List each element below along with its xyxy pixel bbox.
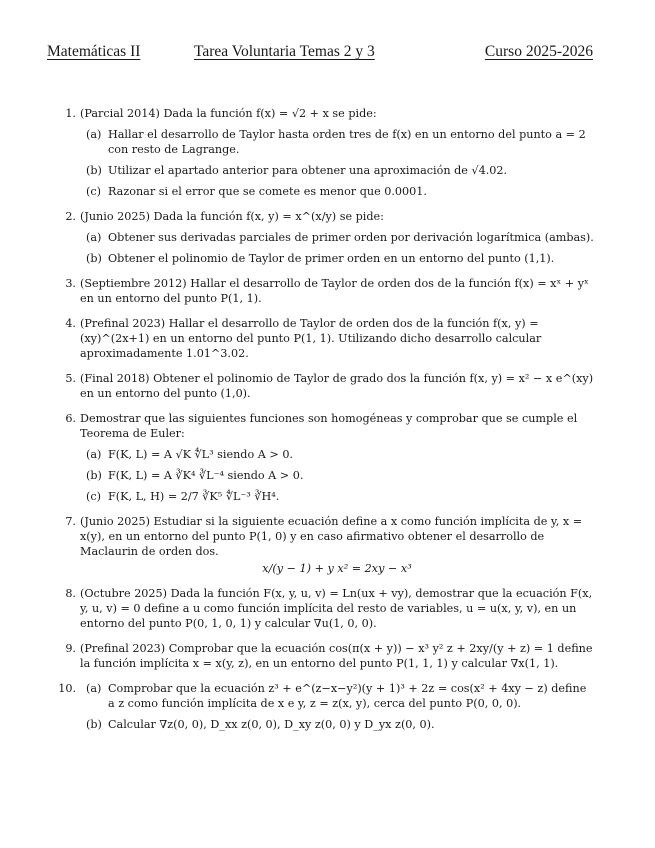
sub-label: (b) <box>86 718 102 731</box>
sub-item <box>80 230 594 245</box>
sub-label: (a) <box>86 231 102 244</box>
sub-label: (b) <box>86 469 102 482</box>
sub-text: Calcular ∇z(0, 0), D_xx z(0, 0), D_xy z(0, 0) y D_yx z(0, 0). <box>108 718 435 731</box>
header-course-year: Curso 2025-2026 <box>484 43 593 60</box>
sub-text: Hallar el desarrollo de Taylor hasta orden tres de f(x) en un entorno del punto a = 2 con resto de Lagrange. <box>108 128 586 156</box>
sub-label: (c) <box>86 185 101 198</box>
display-equation: x/(y − 1) + y x² = 2xy − x³ <box>262 562 412 575</box>
exercise-number: 3. <box>65 277 76 290</box>
exercise-number: 10. <box>58 682 76 695</box>
sub-item <box>80 681 594 711</box>
sub-text: Comprobar que la ecuación z³ + e^(z−x−y²)(y + 1)³ + 2z = cos(x² + 4xy − z) define a z como función implícita de x e y, z = z(x, y), cerca del punto P(0, 0, 0). <box>108 682 587 710</box>
exercise-3 <box>58 276 594 306</box>
exercise-number: 5. <box>65 372 76 385</box>
exercise-8 <box>58 586 594 631</box>
sub-item <box>80 489 594 504</box>
exercise-statement: Demostrar que las siguientes funciones son homogéneas y comprobar que se cumple el Teorema de Euler: <box>80 412 578 440</box>
exercise-statement: (Junio 2025) Dada la función f(x, y) = x^(x/y) se pide: <box>80 210 384 223</box>
exercise-number: 7. <box>65 515 76 528</box>
sub-label: (b) <box>86 252 102 265</box>
exercise-statement: (Final 2018) Obtener el polinomio de Taylor de grado dos la función f(x, y) = x² − x e^(xy) en un entorno del punto (1,0). <box>80 372 594 400</box>
exercise-statement: (Prefinal 2023) Comprobar que la ecuación cos(π(x + y)) − x³ y² z + 2xy/(y + z) = 1 define la función implícita x = x(y, z), en un entorno del punto P(1, 1, 1) y calcular ∇x(1, 1). <box>80 642 593 670</box>
sub-text: Razonar si el error que se comete es menor que 0.0001. <box>108 185 427 198</box>
sub-label: (b) <box>86 164 102 177</box>
sub-text: F(K, L) = A ∛K⁴ ∛L⁻⁴ siendo A > 0. <box>108 469 304 482</box>
sub-text: Obtener sus derivadas parciales de primer orden por derivación logarítmica (ambas). <box>108 231 594 244</box>
exercise-statement: (Junio 2025) Estudiar si la siguiente ecuación define a x como función implícita de y, x = x(y), en un entorno del punto P(1, 0) y en caso afirmativo obtener el desarrollo de Maclaurin de orden dos. <box>80 515 583 558</box>
exercise-statement: (Octubre 2025) Dada la función F(x, y, u, v) = Ln(ux + vy), demostrar que la ecuación F(x, y, u, v) = 0 define a u como función implícita del resto de variables, u = u(x, y, v), en un entorno del punto P(0, 1, 0, 1) y calcular ∇u(1, 0, 0). <box>80 587 593 630</box>
exercise-7 <box>58 514 594 576</box>
sub-label: (a) <box>86 682 102 695</box>
exercise-1 <box>58 106 594 199</box>
sub-item <box>80 717 594 732</box>
sub-item <box>80 184 594 199</box>
sub-label: (c) <box>86 490 101 503</box>
exercise-list <box>58 106 594 742</box>
header-assignment-title: Tarea Voluntaria Temas 2 y 3 <box>194 43 375 60</box>
exercise-9 <box>58 641 594 671</box>
exercise-number: 4. <box>65 317 76 330</box>
exercise-statement: (Septiembre 2012) Hallar el desarrollo de Taylor de orden dos de la función f(x) = xˣ + yˣ en un entorno del punto P(1, 1). <box>80 277 589 305</box>
sub-text: Utilizar el apartado anterior para obtener una aproximación de √4.02. <box>108 164 508 177</box>
exercise-statement: (Prefinal 2023) Hallar el desarrollo de Taylor de orden dos de la función f(x, y) = (xy)^(2x+1) en un entorno del punto P(1, 1). Utilizando dicho desarrollo calcular aproximadamente 1.01^3.02. <box>80 317 542 360</box>
sub-label: (a) <box>86 448 102 461</box>
exercise-number: 8. <box>65 587 76 600</box>
exercise-number: 6. <box>65 412 76 425</box>
sub-text: Obtener el polinomio de Taylor de primer orden en un entorno del punto (1,1). <box>108 252 555 265</box>
page-header <box>47 40 593 66</box>
exercise-number: 1. <box>65 107 76 120</box>
sub-text: F(K, L, H) = 2/7 ∛K⁵ ∜L⁻³ ∛H⁴. <box>108 490 280 503</box>
exercise-statement: (Parcial 2014) Dada la función f(x) = √2 + x se pide: <box>80 107 377 120</box>
exercise-4 <box>58 316 594 361</box>
sub-label: (a) <box>86 128 102 141</box>
exercise-number: 9. <box>65 642 76 655</box>
exercise-6 <box>58 411 594 504</box>
header-subject: Matemáticas II <box>47 43 141 60</box>
sub-item <box>80 447 594 462</box>
sub-text: F(K, L) = A √K ∜L³ siendo A > 0. <box>108 448 293 461</box>
sub-item <box>80 163 594 178</box>
exercise-10 <box>58 681 594 732</box>
exercise-number: 2. <box>65 210 76 223</box>
sub-item <box>80 468 594 483</box>
exercise-2 <box>58 209 594 266</box>
sub-item <box>80 127 594 157</box>
exercise-5 <box>58 371 594 401</box>
sub-item <box>80 251 594 266</box>
